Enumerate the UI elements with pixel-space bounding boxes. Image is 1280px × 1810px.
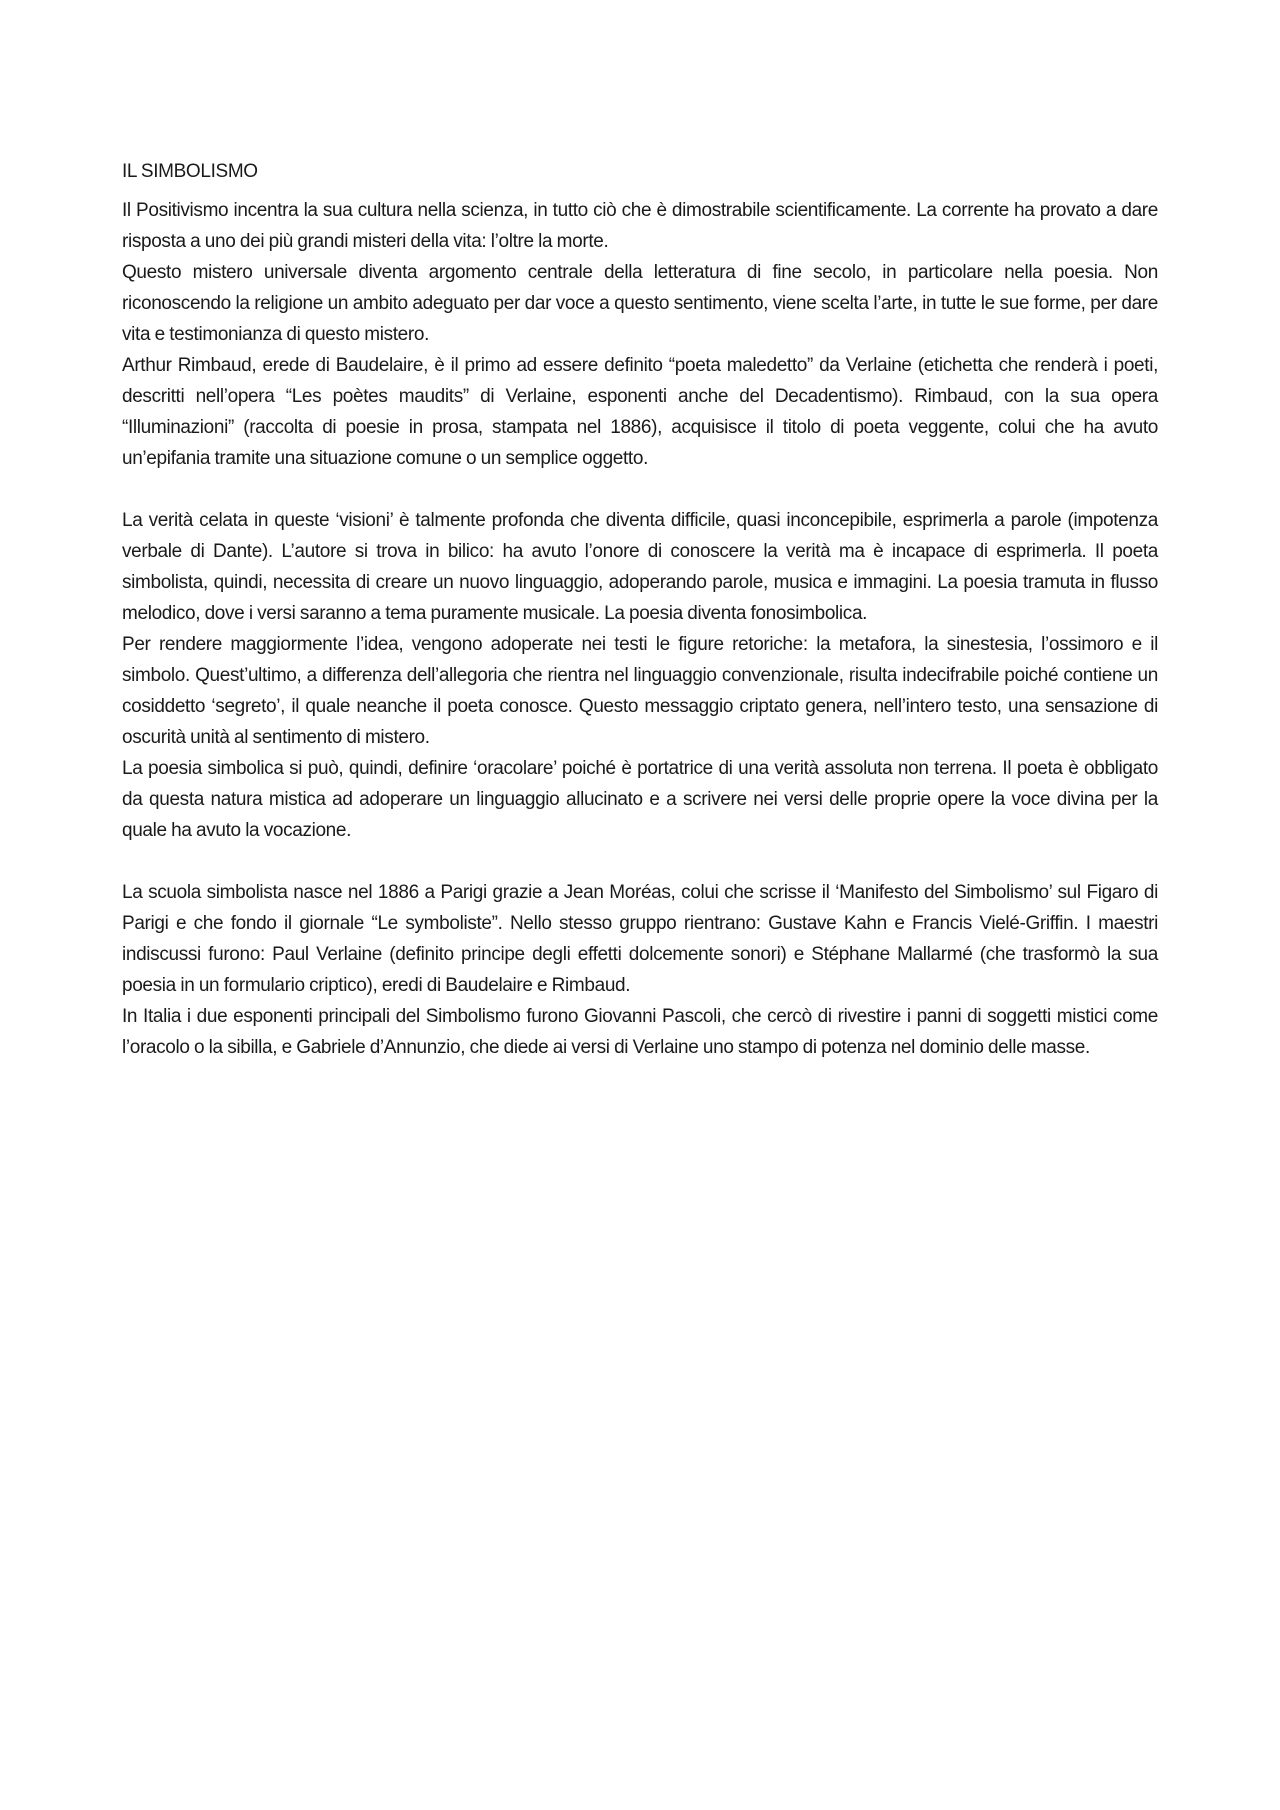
document-body	[122, 156, 1158, 1094]
document-title: IL SIMBOLISMO	[122, 161, 258, 182]
paragraph: La scuola simbolista nasce nel 1886 a Parigi grazie a Jean Moréas, colui che scrisse il ‘Manifesto del Simbolismo’ sul Figaro di Parigi e che fondo il giornale “Le symboliste”. Nello stesso gruppo rientrano: Gustave Kahn e Francis Vielé-Griffin. I maestri indiscussi furono: Paul Verlaine (definito principe degli effetti dolcemente sonori) e Stéphane Mallarmé (che trasformò la sua poesia in un formulario criptico), eredi di Baudelaire e Rimbaud.	[122, 882, 1158, 996]
paragraph: La verità celata in queste ‘visioni’ è talmente profonda che diventa difficile, quasi inconcepibile, esprimerla a parole (impotenza verbale di Dante). L’autore si trova in bilico: ha avuto l’onore di conoscere la verità ma è incapace di esprimerla. Il poeta simbolista, quindi, necessita di creare un nuovo linguaggio, adoperando parole, musica e immagini. La poesia tramuta in flusso melodico, dove i versi saranno a tema puramente musicale. La poesia diventa fonosimbolica.	[122, 510, 1158, 624]
paragraph: La poesia simbolica si può, quindi, definire ‘oracolare’ poiché è portatrice di una verità assoluta non terrena. Il poeta è obbligato da questa natura mistica ad adoperare un linguaggio allucinato e a scrivere nei versi delle proprie opere la voce divina per la quale ha avuto la vocazione.	[122, 758, 1158, 841]
section-3	[122, 877, 1158, 1063]
paragraph: Arthur Rimbaud, erede di Baudelaire, è il primo ad essere definito “poeta maledetto” da Verlaine (etichetta che renderà i poeti, descritti nell’opera “Les poètes maudits” di Verlaine, esponenti anche del Decadentismo). Rimbaud, con la sua opera “Illuminazioni” (raccolta di poesie in prosa, stampata nel 1886), acquisisce il titolo di poeta veggente, colui che ha avuto un’epifania tramite una situazione comune o un semplice oggetto.	[122, 355, 1158, 469]
section-2	[122, 505, 1158, 846]
section-1	[122, 195, 1158, 474]
paragraph: Per rendere maggiormente l’idea, vengono adoperate nei testi le figure retoriche: la metafora, la sinestesia, l’ossimoro e il simbolo. Quest’ultimo, a differenza dell’allegoria che rientra nel linguaggio convenzionale, risulta indecifrabile poiché contiene un cosiddetto ‘segreto’, il quale neanche il poeta conosce. Questo messaggio criptato genera, nell’intero testo, una sensazione di oscurità unità al sentimento di mistero.	[122, 634, 1158, 748]
paragraph: In Italia i due esponenti principali del Simbolismo furono Giovanni Pascoli, che cercò di rivestire i panni di soggetti mistici come l’oracolo o la sibilla, e Gabriele d’Annunzio, che diede ai versi di Verlaine uno stampo di potenza nel dominio delle masse.	[122, 1006, 1158, 1058]
paragraph: Questo mistero universale diventa argomento centrale della letteratura di fine secolo, in particolare nella poesia. Non riconoscendo la religione un ambito adeguato per dar voce a questo sentimento, viene scelta l’arte, in tutte le sue forme, per dare vita e testimonianza di questo mistero.	[122, 262, 1158, 345]
paragraph: Il Positivismo incentra la sua cultura nella scienza, in tutto ciò che è dimostrabile scientificamente. La corrente ha provato a dare risposta a uno dei più grandi misteri della vita: l’oltre la morte.	[122, 200, 1158, 252]
